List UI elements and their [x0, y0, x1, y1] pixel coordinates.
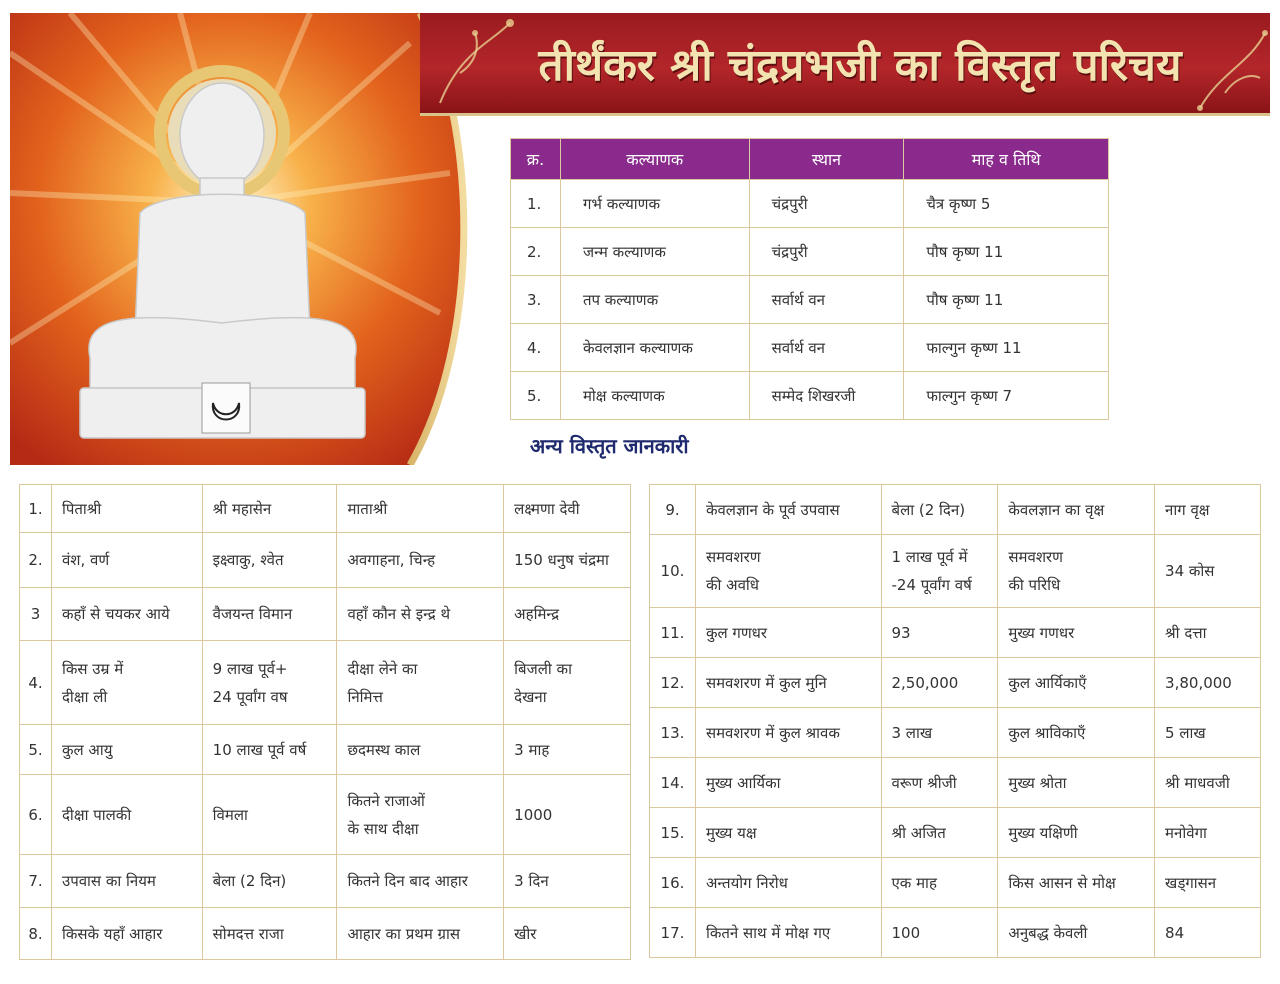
kalyanak-date: पौष कृष्ण 11 — [904, 228, 1109, 276]
field-value: मनोवेगा — [1155, 808, 1261, 858]
table-row — [20, 855, 631, 908]
field-label: केवलज्ञान के पूर्व उपवास — [695, 485, 881, 535]
row-number: 8. — [20, 908, 52, 960]
row-number: 13. — [650, 708, 696, 758]
field-value: वरूण श्रीजी — [881, 758, 998, 808]
cell-line: की अवधि — [705, 576, 760, 594]
field-label: माताश्री — [337, 485, 504, 533]
field-label: अन्तयोग निरोध — [695, 858, 881, 908]
cell-line: 24 पूर्वांग वष — [212, 687, 288, 706]
table-row — [650, 758, 1261, 808]
field-label: मुख्य यक्षिणी — [998, 808, 1155, 858]
kalyanak-name: मोक्ष कल्याणक — [560, 372, 749, 420]
field-label: छदमस्थ काल — [337, 725, 504, 775]
field-value: श्री दत्ता — [1155, 608, 1261, 658]
row-number: 2. — [20, 533, 52, 588]
field-value — [504, 641, 631, 725]
field-label: किस आसन से मोक्ष — [998, 858, 1155, 908]
table-row — [511, 372, 1109, 420]
field-label: मुख्य यक्ष — [695, 808, 881, 858]
field-value: श्री महासेन — [202, 485, 337, 533]
field-value: बेला (2 दिन) — [202, 855, 337, 908]
field-value: 3,80,000 — [1155, 658, 1261, 708]
row-number: 17. — [650, 908, 696, 958]
field-label: कहाँ से चयकर आये — [51, 588, 202, 641]
section-heading: अन्य विस्तृत जानकारी — [530, 434, 689, 458]
table-row — [650, 708, 1261, 758]
table-row — [20, 775, 631, 855]
kalyanak-place: सर्वार्थ वन — [749, 324, 904, 372]
field-label: अनुबद्ध केवली — [998, 908, 1155, 958]
field-label: उपवास का नियम — [51, 855, 202, 908]
field-label: वहाँ कौन से इन्द्र थे — [337, 588, 504, 641]
table-row — [511, 228, 1109, 276]
table-row — [511, 276, 1109, 324]
field-value: 93 — [881, 608, 998, 658]
table-row — [511, 180, 1109, 228]
row-number: 5. — [20, 725, 52, 775]
field-label — [998, 535, 1155, 608]
field-value: 1000 — [504, 775, 631, 855]
field-label — [337, 775, 504, 855]
page-title: तीर्थंकर श्री चंद्रप्रभजी का विस्तृत परिचय — [538, 40, 1182, 91]
kalyanak-table — [510, 138, 1109, 420]
field-label: मुख्य श्रोता — [998, 758, 1155, 808]
field-value: वैजयन्त विमान — [202, 588, 337, 641]
table-row — [650, 658, 1261, 708]
column-header: स्थान — [749, 139, 904, 180]
field-value: सोमदत्त राजा — [202, 908, 337, 960]
table-row — [20, 725, 631, 775]
field-label: केवलज्ञान का वृक्ष — [998, 485, 1155, 535]
kalyanak-name: तप कल्याणक — [560, 276, 749, 324]
cell-line: देखना — [514, 687, 547, 706]
column-header: माह व तिथि — [904, 139, 1109, 180]
field-value: विमला — [202, 775, 337, 855]
cell-line: के साथ दीक्षा — [347, 819, 419, 838]
field-label: पिताश्री — [51, 485, 202, 533]
kalyanak-date: चैत्र कृष्ण 5 — [904, 180, 1109, 228]
field-label: कुल श्राविकाएँ — [998, 708, 1155, 758]
row-number: 1. — [511, 180, 561, 228]
field-label: कितने साथ में मोक्ष गए — [695, 908, 881, 958]
field-value: एक माह — [881, 858, 998, 908]
cell-line: दीक्षा लेने का — [347, 659, 418, 678]
table-row — [511, 324, 1109, 372]
row-number: 4. — [511, 324, 561, 372]
column-header: क्र. — [511, 139, 561, 180]
cell-line: किस उम्र में — [61, 659, 124, 678]
row-number: 3. — [511, 276, 561, 324]
table-row — [650, 485, 1261, 535]
field-label — [695, 535, 881, 608]
field-value: 34 कोस — [1155, 535, 1261, 608]
table-row — [20, 533, 631, 588]
row-number: 10. — [650, 535, 696, 608]
row-number: 9. — [650, 485, 696, 535]
field-value: श्री माधवजी — [1155, 758, 1261, 808]
field-value — [202, 641, 337, 725]
field-value: 3 माह — [504, 725, 631, 775]
cell-line: -24 पूर्वांग वर्ष — [891, 576, 972, 594]
field-value: 2,50,000 — [881, 658, 998, 708]
field-label: किसके यहाँ आहार — [51, 908, 202, 960]
cell-line: निमित्त — [347, 687, 383, 706]
field-label: आहार का प्रथम ग्रास — [337, 908, 504, 960]
field-label — [51, 641, 202, 725]
row-number: 7. — [20, 855, 52, 908]
field-value: नाग वृक्ष — [1155, 485, 1261, 535]
field-value: बेला (2 दिन) — [881, 485, 998, 535]
cell-line: बिजली का — [514, 659, 572, 678]
row-number: 11. — [650, 608, 696, 658]
row-number: 15. — [650, 808, 696, 858]
field-label: कुल आर्यिकाएँ — [998, 658, 1155, 708]
column-header: कल्याणक — [560, 139, 749, 180]
row-number: 6. — [20, 775, 52, 855]
field-value: खीर — [504, 908, 631, 960]
cell-line: कितने राजाओं — [347, 791, 425, 810]
table-row — [650, 808, 1261, 858]
field-label: अवगाहना, चिन्ह — [337, 533, 504, 588]
field-value: श्री अजित — [881, 808, 998, 858]
row-number: 1. — [20, 485, 52, 533]
field-value: 3 दिन — [504, 855, 631, 908]
field-label: मुख्य आर्यिका — [695, 758, 881, 808]
table-row — [650, 858, 1261, 908]
row-number: 12. — [650, 658, 696, 708]
row-number: 5. — [511, 372, 561, 420]
field-value: 84 — [1155, 908, 1261, 958]
row-number: 16. — [650, 858, 696, 908]
detail-table-right — [649, 484, 1261, 958]
kalyanak-place: सम्मेद शिखरजी — [749, 372, 904, 420]
field-label: कुल आयु — [51, 725, 202, 775]
table-row — [20, 485, 631, 533]
kalyanak-date: फाल्गुन कृष्ण 7 — [904, 372, 1109, 420]
table-row — [650, 535, 1261, 608]
cell-line: समवशरण — [1008, 548, 1064, 566]
kalyanak-name: गर्भ कल्याणक — [560, 180, 749, 228]
field-label: दीक्षा पालकी — [51, 775, 202, 855]
cell-line: 1 लाख पूर्व में — [891, 548, 968, 566]
field-label: समवशरण में कुल मुनि — [695, 658, 881, 708]
field-value: 5 लाख — [1155, 708, 1261, 758]
row-number: 2. — [511, 228, 561, 276]
kalyanak-date: फाल्गुन कृष्ण 11 — [904, 324, 1109, 372]
kalyanak-place: चंद्रपुरी — [749, 180, 904, 228]
table-row — [650, 908, 1261, 958]
table-header-row — [511, 139, 1109, 180]
kalyanak-place: सर्वार्थ वन — [749, 276, 904, 324]
table-row — [20, 641, 631, 725]
tirthankar-idol-image — [10, 13, 473, 465]
table-row — [20, 908, 631, 960]
title-banner — [420, 13, 1270, 116]
kalyanak-place: चंद्रपुरी — [749, 228, 904, 276]
field-value: इक्ष्वाकु, श्वेत — [202, 533, 337, 588]
table-row — [20, 588, 631, 641]
field-label: कुल गणधर — [695, 608, 881, 658]
field-value: लक्ष्मणा देवी — [504, 485, 631, 533]
cell-line: समवशरण — [705, 548, 761, 566]
field-label — [337, 641, 504, 725]
field-label: कितने दिन बाद आहार — [337, 855, 504, 908]
field-value: 100 — [881, 908, 998, 958]
field-value: 150 धनुष चंद्रमा — [504, 533, 631, 588]
field-label: वंश, वर्ण — [51, 533, 202, 588]
field-label: मुख्य गणधर — [998, 608, 1155, 658]
row-number: 4. — [20, 641, 52, 725]
kalyanak-name: जन्म कल्याणक — [560, 228, 749, 276]
field-value: 3 लाख — [881, 708, 998, 758]
detail-table-left — [19, 484, 631, 960]
field-value: अहमिन्द्र — [504, 588, 631, 641]
field-label: समवशरण में कुल श्रावक — [695, 708, 881, 758]
kalyanak-date: पौष कृष्ण 11 — [904, 276, 1109, 324]
cell-line: दीक्षा ली — [61, 687, 108, 706]
field-value: 10 लाख पूर्व वर्ष — [202, 725, 337, 775]
field-value: खड्गासन — [1155, 858, 1261, 908]
row-number: 14. — [650, 758, 696, 808]
field-value — [881, 535, 998, 608]
cell-line: 9 लाख पूर्व+ — [212, 659, 288, 678]
table-row — [650, 608, 1261, 658]
cell-line: की परिधि — [1008, 576, 1061, 594]
kalyanak-name: केवलज्ञान कल्याणक — [560, 324, 749, 372]
row-number: 3 — [20, 588, 52, 641]
